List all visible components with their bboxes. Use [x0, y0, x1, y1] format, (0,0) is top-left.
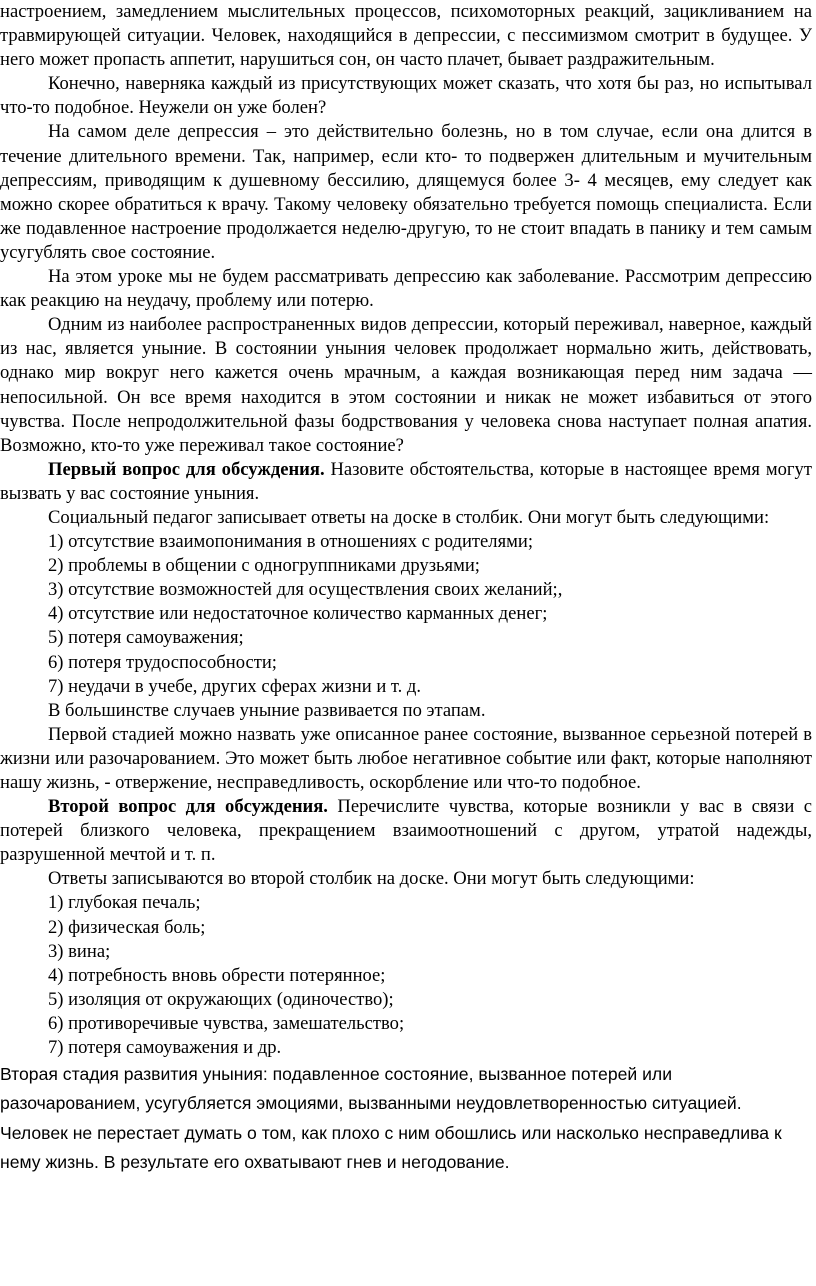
paragraph-depression-symptoms: настроением, замедлением мыслительных процессов, психомоторных реакций, зацикливанием на травмирующей ситуации. Человек, находящийся в депрессии, с пессимизмом смотрит в будущее. У него может пропасть аппетит, нарушиться сон, он часто плачет, бывает раздражительным. [0, 1, 812, 71]
question-one [0, 458, 812, 506]
paragraph-first-stage: Первой стадией можно назвать уже описанное ранее состояние, вызванное серьезной потерей в жизни или разочарованием. Это может быть любое негативное событие или факт, которые наполняют нашу жизнь, - отвержение, несправедливость, оскорбление или что-то подобное. [0, 723, 812, 793]
list-item: 7) потеря самоуважения и др. [48, 1037, 282, 1059]
question-one-label: Первый вопрос для обсуждения. [48, 458, 325, 480]
list-item: 3) отсутствие возможностей для осуществления своих желаний;, [48, 579, 563, 601]
list-item: 2) физическая боль; [48, 916, 206, 938]
paragraph-everyone-felt: Конечно, наверняка каждый из присутствующих может сказать, что хотя бы раз, но испытывал что-то подобное. Неужели он уже болен? [0, 73, 812, 119]
list-item: 5) потеря самоуважения; [48, 627, 244, 649]
paragraph-lesson-scope: На этом уроке мы не будем рассматривать депрессию как заболевание. Рассмотрим депрессию как реакцию на неудачу, проблему или потерю. [0, 266, 812, 312]
question-two-text: Перечислите чувства, которые возникли у вас в связи с потерей близкого человека, прекращением взаимоотношений с другом, утратой надежды, разрушенной мечтой и т. п. [0, 796, 812, 866]
paragraph-second-stage: Вторая стадия развития уныния: подавленное состояние, вызванное потерей или разочарованием, усугубляется эмоциями, вызванными неудовлетворенностью ситуацией. Человек не перестает думать о том, как плохо с ним обошлись или насколько несправедлива к нему жизнь. В результате его охватывают гнев и негодование. [0, 1064, 782, 1172]
list-item: 2) проблемы в общении с одногруппниками друзьями; [48, 555, 480, 577]
paragraph-despondency: Одним из наиболее распространенных видов депрессии, который переживал, наверное, каждый из нас, является уныние. В состоянии уныния человек продолжает нормально жить, действовать, однако мир вокруг него кажется очень мрачным, а каждая возникающая перед ним задача — непосильной. Он все время находится в этом состоянии и никак не может избавиться от этого чувства. После непродолжительной фазы бодрствования у человека снова наступает полная апатия. Возможно, кто-то уже переживал такое состояние? [0, 314, 812, 456]
question-one-text: Назовите обстоятельства, которые в настоящее время могут вызвать у вас состояние уныния. [0, 458, 812, 504]
paragraph-stages: В большинстве случаев уныние развивается по этапам. [48, 699, 486, 721]
list-item: 5) изоляция от окружающих (одиночество); [48, 988, 394, 1010]
list-item: 1) отсутствие взаимопонимания в отношениях с родителями; [48, 531, 534, 553]
list-item: 3) вина; [48, 940, 111, 962]
list-item: 1) глубокая печаль; [48, 892, 201, 914]
list-item: 4) отсутствие или недостаточное количество карманных денег; [48, 603, 548, 625]
list-item: 4) потребность вновь обрести потерянное; [48, 964, 386, 986]
list-item: 6) противоречивые чувства, замешательство; [48, 1012, 405, 1034]
list-item: 6) потеря трудоспособности; [48, 651, 277, 673]
paragraph-depression-illness: На самом деле депрессия – это действительно болезнь, но в том случае, если она длится в течение длительного времени. Так, например, если кто- то подвержен длительным и мучительным депрессиям, приводящим к душевному бессилию, длящемуся более 3- 4 месяцев, ему следует как можно скорее обратиться к врачу. Такому человеку обязательно требуется помощь специалиста. Если же подавленное настроение продолжается неделю-другую, то не стоит впадать в панику и тем самым усугублять свое состояние. [0, 121, 812, 263]
answers-list-one [0, 530, 812, 699]
paragraph-answers-second-column: Ответы записываются во второй столбик на доске. Они могут быть следующими: [48, 868, 695, 890]
list-item: 7) неудачи в учебе, других сферах жизни и т. д. [48, 675, 422, 697]
question-two [0, 795, 812, 867]
paragraph-teacher-writes: Социальный педагог записывает ответы на доске в столбик. Они могут быть следующими: [48, 506, 770, 528]
answers-list-two [0, 891, 812, 1060]
question-two-label: Второй вопрос для обсуждения. [48, 796, 328, 818]
